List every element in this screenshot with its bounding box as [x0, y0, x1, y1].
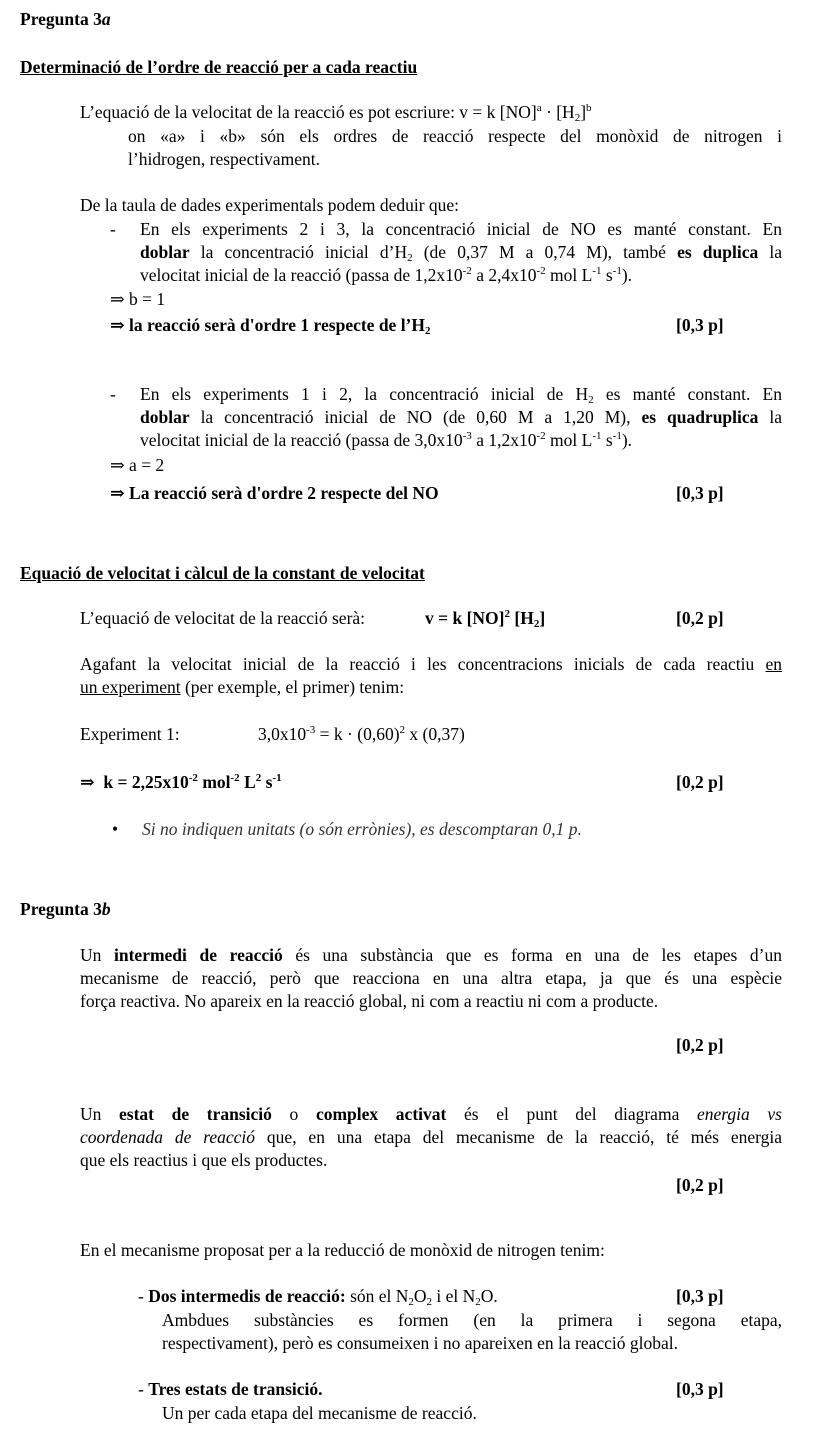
experiment-1-label: Experiment 1: [80, 724, 180, 744]
dash-bullet: - [110, 219, 116, 239]
a-result: ⇒ a = 2 [110, 455, 165, 475]
units-note: Si no indiquen unitats (o són errònies), es descomptaran 0,1 p. [142, 819, 582, 839]
section-heading-rate-constant: Equació de velocitat i càlcul de la constant de velocitat [20, 563, 425, 583]
implies-arrow-icon: ⇒ [110, 455, 125, 475]
intermediates-explanation-line-2: respectivament), però es consumeixen i no apareixen en la reacció global. [162, 1333, 679, 1353]
implies-arrow-icon: ⇒ [80, 772, 95, 792]
points-rate-law: [0,2 p] [676, 608, 724, 628]
k-value-result: ⇒ $k = 2,25x10^{-2}$ mol$^{-2}$ $L^2$ $s^{-1}$ [80, 772, 282, 792]
question-3b-title: Pregunta 3b [20, 899, 111, 919]
transition-states-explanation: Un per cada etapa del mecanisme de reacció. [162, 1403, 477, 1423]
no-order-conclusion: ⇒ La reacció serà d'ordre 2 respecte del NO [110, 483, 439, 503]
b-result: ⇒ b = 1 [110, 289, 166, 309]
no-order-line-2: doblar la concentració inicial de NO (de 0,60 M a 1,20 M), es quadruplica la [140, 407, 783, 427]
transition-state-definition-line-1: Un estat de transició o complex activat és el punt del diagrama energia vs [80, 1104, 782, 1124]
question-3a-title: Pregunta 3a [20, 9, 111, 29]
intermediate-definition-line-2: mecanisme de reacció, però que reacciona en una altra etapa, ja que és una espècie [80, 968, 782, 988]
mechanism-intro: En el mecanisme proposat per a la reducció de monòxid de nitrogen tenim: [80, 1240, 605, 1260]
h2-order-line-3: velocitat inicial de la reacció (passa de $1,2x10^{-2}$ a $2,4x10^{-2}$ mol $L^{-1}$ $s^{-1}$). [140, 265, 633, 285]
table-deduction-intro: De la taula de dades experimentals podem deduir que: [80, 195, 460, 215]
transition-state-definition-line-3: que els reactius i que els productes. [80, 1150, 328, 1170]
intermediate-definition-line-1: Un intermedi de reacció és una substància que es forma en una de les etapes d’un [80, 945, 783, 965]
no-order-line-1: En els experiments 1 i 2, la concentració inicial de $H_2$ es manté constant. En [140, 384, 782, 406]
bullet-icon: • [112, 819, 119, 839]
points-k-value: [0,2 p] [676, 772, 724, 792]
rate-equation-line: L’equació de la velocitat de la reacció es pot escriure: v = k $[NO]^a \cdot [H_2]^b$ [80, 102, 592, 124]
section-heading-reaction-order: Determinació de l’ordre de reacció per a cada reactiu [20, 57, 418, 77]
intermediates-item: - Dos intermedis de reacció: són el $N_2O_2$ i el $N_2O$. [138, 1286, 498, 1308]
experiment-intro-line-2: un experiment (per exemple, el primer) tenim: [80, 677, 405, 697]
intermediates-explanation-line-1: Ambdues substàncies es formen (en la primera i segona etapa, [162, 1310, 782, 1330]
rate-law-label: L’equació de velocitat de la reacció serà: [80, 608, 366, 628]
intermediate-definition-line-3: força reactiva. No apareix en la reacció global, ni com a reactiu ni com a producte. [80, 991, 659, 1011]
experiment-intro-line-1: Agafant la velocitat inicial de la reacció i les concentracions inicials de cada reactiu en [80, 654, 782, 674]
points-intermediate: [0,2 p] [676, 1035, 724, 1055]
orders-definition-line-1: on «a» i «b» són els ordres de reacció respecte del monòxid de nitrogen i [128, 126, 782, 146]
points-transition-state: [0,2 p] [676, 1175, 724, 1195]
points-transition-states: [0,3 p] [676, 1379, 724, 1399]
points-intermediates: [0,3 p] [676, 1286, 724, 1306]
h2-order-conclusion: ⇒ la reacció serà d'ordre 1 respecte de $l’H_2$ [110, 315, 431, 337]
transition-states-item: - Tres estats de transició. [138, 1379, 323, 1399]
points-no-order: [0,3 p] [676, 483, 724, 503]
transition-state-definition-line-2: coordenada de reacció que, en una etapa del mecanisme de la reacció, té més energia [80, 1127, 782, 1147]
implies-arrow-icon: ⇒ [110, 483, 125, 503]
rate-law-equation: v = k [NO]$^2$ $[H_2]$ [425, 608, 546, 630]
implies-arrow-icon: ⇒ [110, 289, 125, 309]
no-order-line-3: velocitat inicial de la reacció (passa de $3,0x10^{-3}$ a $1,2x10^{-2}$ mol $L^{-1}$ $s^{-1}$). [140, 430, 633, 450]
dash-bullet: - [110, 384, 116, 404]
h2-order-line-2: doblar la concentració inicial $d’H_2$ (de 0,37 M a 0,74 M), també es duplica la [140, 242, 782, 264]
orders-definition-line-2: l’hidrogen, respectivament. [128, 149, 320, 169]
experiment-1-calculation: $3,0x10^{-3} = k \cdot (0,60)^2$ x (0,37) [258, 724, 465, 744]
implies-arrow-icon: ⇒ [110, 315, 125, 335]
points-h2-order: [0,3 p] [676, 315, 724, 335]
h2-order-line-1: En els experiments 2 i 3, la concentració inicial de NO es manté constant. En [140, 219, 782, 239]
